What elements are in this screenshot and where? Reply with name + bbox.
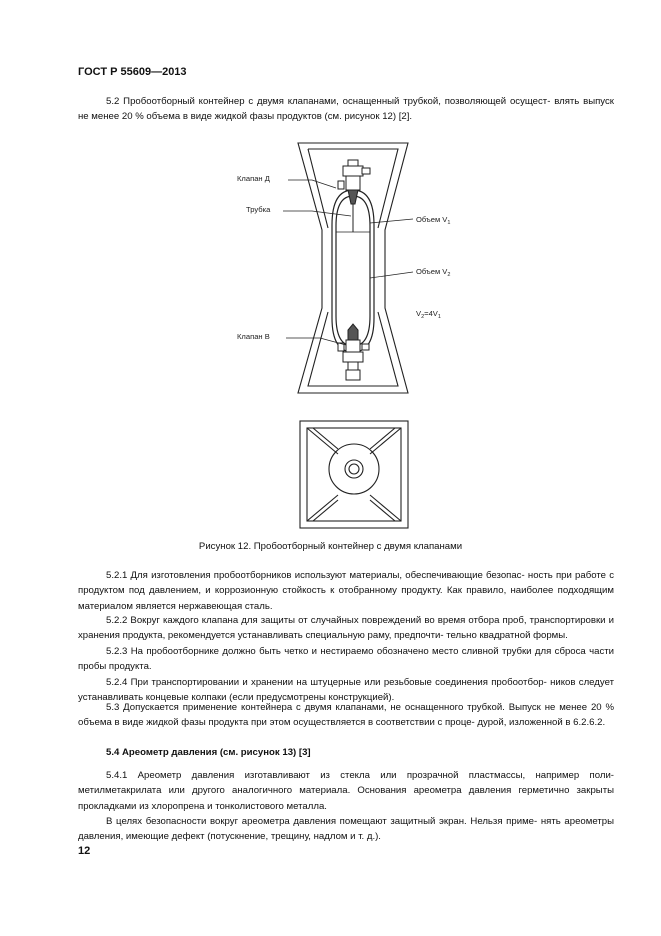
valve-d-graphic	[338, 160, 370, 204]
label-volume-1: Объем $V_1$	[416, 215, 451, 226]
intro-paragraph: 5.2 Пробоотборный контейнер с двумя клапанами, оснащенный трубкой, позволяющей осущест- влять выпуск не менее 20 % объема в виде жидкой фазы продуктов (см. рисунок 12) [2].	[78, 96, 614, 123]
figure-caption: Рисунок 12. Пробоотборный контейнер с двумя клапанами	[198, 541, 463, 552]
paragraph-5-4-1-continued: В целях безопасности вокруг ареометра давления помещают защитный экран. Нельзя приме- нять ареометры давления, имеющие дефект (потускнение, трещину, надлом и т. д.).	[78, 816, 614, 843]
label-valve-b: Клапан В	[237, 332, 270, 341]
frame-top-view	[300, 421, 408, 528]
paragraph-5-2-3: 5.2.3 На пробоотборнике должно быть четко и нестираемо обозначено место сливной трубки для сброса части пробы продукта.	[78, 646, 614, 673]
paragraph-5-4-1: 5.4.1 Ареометр давления изготавливают из стекла или прозрачной пластмассы, например поли- метилметакрилата или другого аналогичного материала. Основания ареометра давления герметично закрыты прокладками из хлоропрена и тонколистового металла.	[78, 770, 614, 812]
paragraph-5-3: 5.3 Допускается применение контейнера с двумя клапанами, не оснащенного трубкой. Выпуск не менее 20 % объема в виде жидкой фазы продукта при этом осуществляется в соответствии с проце- дурой, изложенной в 6.2.6.2.	[78, 702, 614, 729]
leader-lines	[283, 180, 413, 345]
paragraph-5-2-1: 5.2.1 Для изготовления пробоотборников используют материалы, обеспечивающие безопас- ность при работе с продуктом под давлением, и коррозионную стойкость к отобранному продукту. Как правило, наиболее подходящим материалом является нержавеющая сталь.	[78, 570, 614, 612]
section-heading-5-4: 5.4 Ареометр давления (см. рисунок 13) [3]	[106, 747, 311, 758]
paragraph-5-2-2: 5.2.2 Вокруг каждого клапана для защиты от случайных повреждений во время отбора проб, транспортировки и хранения продукта, рекомендуется устанавливать специальную раму, предпочти- тельно квадратной формы.	[78, 615, 614, 642]
valve-b-graphic	[338, 324, 369, 380]
document-header: ГОСТ Р 55609—2013	[78, 66, 187, 78]
label-volume-2: Объем $V_2$	[416, 267, 451, 278]
page-number: 12	[78, 845, 91, 857]
label-tube: Трубка	[246, 205, 271, 214]
label-valve-d: Клапан Д	[237, 174, 270, 183]
label-formula: $V_2=4V_1$	[416, 309, 441, 320]
paragraph-5-2-4: 5.2.4 При транспортировании и хранении на штуцерные или резьбовые соединения пробоотбор- ников следует устанавливать концевые колпаки (если предусмотрены конструкцией).	[78, 677, 614, 704]
